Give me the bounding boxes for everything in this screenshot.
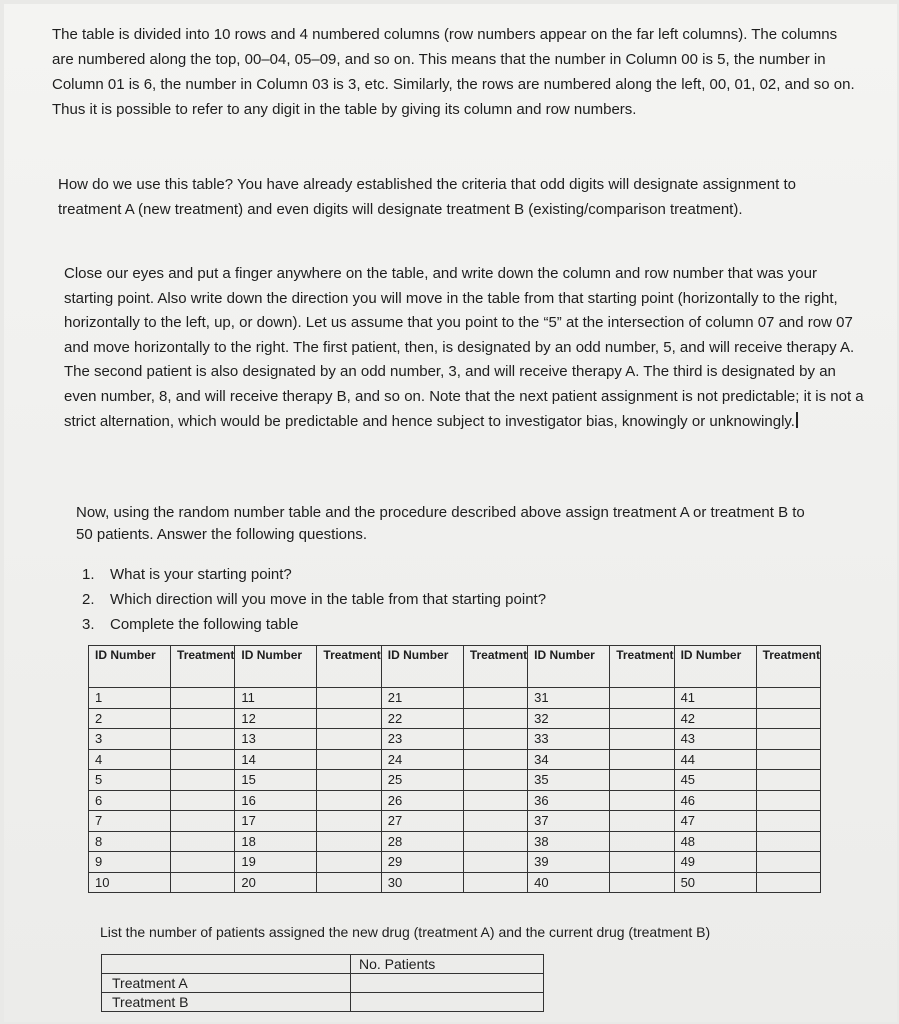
table-row bbox=[89, 852, 821, 873]
question-item bbox=[82, 612, 546, 637]
id-number-cell: 50 bbox=[674, 872, 756, 893]
document-page bbox=[4, 4, 897, 1022]
summary-table bbox=[101, 954, 544, 1012]
treatment-cell[interactable] bbox=[317, 872, 381, 893]
criteria-paragraph: How do we use this table? You have already established the criteria that odd digits will designate assignment to treatment A (new treatment) and even digits will designate treatment B (existing/comparison treatment). bbox=[58, 176, 796, 218]
table-row bbox=[102, 955, 544, 974]
id-number-cell: 28 bbox=[381, 831, 463, 852]
treatment-cell[interactable] bbox=[317, 708, 381, 729]
treatment-b-label: Treatment B bbox=[102, 993, 351, 1012]
question-number: 3. bbox=[82, 616, 95, 633]
id-number-cell: 8 bbox=[89, 831, 171, 852]
question-list bbox=[82, 562, 546, 637]
id-number-cell: 24 bbox=[381, 749, 463, 770]
id-number-cell: 30 bbox=[381, 872, 463, 893]
treatment-cell[interactable] bbox=[317, 688, 381, 709]
id-number-cell: 44 bbox=[674, 749, 756, 770]
treatment-cell[interactable] bbox=[317, 811, 381, 832]
treatment-cell[interactable] bbox=[171, 688, 235, 709]
id-number-cell: 9 bbox=[89, 852, 171, 873]
id-number-cell: 16 bbox=[235, 790, 317, 811]
treatment-cell[interactable] bbox=[610, 749, 674, 770]
instruction-paragraph: Now, using the random number table and the procedure described above assign treatment A or treatment B to 50 patients. Answer the following questions. bbox=[76, 504, 805, 543]
question-text: Complete the following table bbox=[110, 616, 299, 633]
table-row bbox=[89, 749, 821, 770]
table-header-row bbox=[89, 646, 821, 688]
treatment-cell[interactable] bbox=[756, 749, 820, 770]
id-number-header: ID Number bbox=[381, 646, 463, 688]
id-number-cell: 17 bbox=[235, 811, 317, 832]
assignment-table bbox=[88, 645, 821, 893]
treatment-header: Treatment bbox=[463, 646, 527, 688]
treatment-cell[interactable] bbox=[756, 852, 820, 873]
question-text: Which direction will you move in the table from that starting point? bbox=[110, 591, 547, 608]
treatment-cell[interactable] bbox=[463, 872, 527, 893]
id-number-header: ID Number bbox=[674, 646, 756, 688]
id-number-cell: 15 bbox=[235, 770, 317, 791]
id-number-cell: 21 bbox=[381, 688, 463, 709]
treatment-cell[interactable] bbox=[756, 688, 820, 709]
id-number-cell: 18 bbox=[235, 831, 317, 852]
treatment-cell[interactable] bbox=[463, 688, 527, 709]
treatment-cell[interactable] bbox=[171, 790, 235, 811]
table-body bbox=[89, 688, 821, 893]
id-number-cell: 27 bbox=[381, 811, 463, 832]
treatment-a-count-cell[interactable] bbox=[351, 974, 544, 993]
id-number-cell: 36 bbox=[528, 790, 610, 811]
id-number-cell: 1 bbox=[89, 688, 171, 709]
treatment-cell[interactable] bbox=[463, 852, 527, 873]
treatment-cell[interactable] bbox=[756, 729, 820, 750]
treatment-cell[interactable] bbox=[317, 770, 381, 791]
treatment-cell[interactable] bbox=[463, 749, 527, 770]
id-number-cell: 2 bbox=[89, 708, 171, 729]
treatment-header: Treatment bbox=[171, 646, 235, 688]
treatment-cell[interactable] bbox=[756, 708, 820, 729]
id-number-cell: 33 bbox=[528, 729, 610, 750]
treatment-header: Treatment bbox=[317, 646, 381, 688]
treatment-cell[interactable] bbox=[610, 790, 674, 811]
treatment-cell[interactable] bbox=[610, 688, 674, 709]
id-number-cell: 12 bbox=[235, 708, 317, 729]
id-number-cell: 31 bbox=[528, 688, 610, 709]
treatment-cell[interactable] bbox=[463, 831, 527, 852]
id-number-cell: 34 bbox=[528, 749, 610, 770]
id-number-cell: 32 bbox=[528, 708, 610, 729]
table-row bbox=[89, 688, 821, 709]
no-patients-header: No. Patients bbox=[351, 955, 544, 974]
id-number-header: ID Number bbox=[89, 646, 171, 688]
treatment-cell[interactable] bbox=[171, 708, 235, 729]
text-cursor bbox=[796, 412, 798, 428]
table-row bbox=[89, 811, 821, 832]
treatment-header: Treatment bbox=[610, 646, 674, 688]
id-number-cell: 43 bbox=[674, 729, 756, 750]
id-number-cell: 45 bbox=[674, 770, 756, 791]
id-number-cell: 19 bbox=[235, 852, 317, 873]
treatment-cell[interactable] bbox=[756, 872, 820, 893]
treatment-cell[interactable] bbox=[610, 729, 674, 750]
treatment-b-count-cell[interactable] bbox=[351, 993, 544, 1012]
treatment-cell[interactable] bbox=[171, 729, 235, 750]
procedure-paragraph bbox=[64, 262, 864, 434]
table-row bbox=[102, 993, 544, 1012]
question-item bbox=[82, 587, 546, 612]
id-number-cell: 7 bbox=[89, 811, 171, 832]
id-number-cell: 22 bbox=[381, 708, 463, 729]
treatment-cell[interactable] bbox=[171, 811, 235, 832]
table-row bbox=[89, 770, 821, 791]
question-number: 1. bbox=[82, 566, 95, 583]
id-number-cell: 10 bbox=[89, 872, 171, 893]
id-number-cell: 3 bbox=[89, 729, 171, 750]
treatment-cell[interactable] bbox=[171, 770, 235, 791]
question-number: 2. bbox=[82, 591, 95, 608]
treatment-cell[interactable] bbox=[756, 790, 820, 811]
treatment-cell[interactable] bbox=[756, 831, 820, 852]
treatment-cell[interactable] bbox=[610, 708, 674, 729]
id-number-header: ID Number bbox=[235, 646, 317, 688]
question-item bbox=[82, 562, 546, 587]
id-number-cell: 38 bbox=[528, 831, 610, 852]
treatment-cell[interactable] bbox=[756, 770, 820, 791]
id-number-cell: 26 bbox=[381, 790, 463, 811]
treatment-cell[interactable] bbox=[317, 749, 381, 770]
id-number-cell: 13 bbox=[235, 729, 317, 750]
id-number-cell: 4 bbox=[89, 749, 171, 770]
table-row bbox=[89, 729, 821, 750]
id-number-cell: 29 bbox=[381, 852, 463, 873]
id-number-cell: 40 bbox=[528, 872, 610, 893]
table-row bbox=[89, 708, 821, 729]
id-number-header: ID Number bbox=[528, 646, 610, 688]
id-number-cell: 5 bbox=[89, 770, 171, 791]
treatment-cell[interactable] bbox=[463, 790, 527, 811]
treatment-cell[interactable] bbox=[171, 852, 235, 873]
procedure-text: Close our eyes and put a finger anywhere on the table, and write down the column and row number that was your starting point. Also write down the direction you will move in the table from that starting point (horizontally to the right, horizontally to the left, up, or down). Let us assume that you point to the “5” at the intersection of column 07 and row 07 and move horizontally to the right. The first patient, then, is designated by an odd number, 5, and will receive therapy A. The second patient is also designated by an odd number, 3, and will receive therapy A. The third is designated by an even number, 8, and will receive therapy B, and so on. Note that the next patient assignment is not predictable; it is not a strict alternation, which would be predictable and hence subject to investigator bias, knowingly or unknowingly. bbox=[64, 265, 864, 430]
treatment-cell[interactable] bbox=[610, 852, 674, 873]
id-number-cell: 23 bbox=[381, 729, 463, 750]
id-number-cell: 41 bbox=[674, 688, 756, 709]
treatment-header: Treatment bbox=[756, 646, 820, 688]
id-number-cell: 42 bbox=[674, 708, 756, 729]
id-number-cell: 39 bbox=[528, 852, 610, 873]
intro-paragraph: The table is divided into 10 rows and 4 numbered columns (row numbers appear on the far left columns). The columns are numbered along the top, 00–04, 05–09, and so on. This means that the number in Column 00 is 5, the number in Column 01 is 6, the number in Column 03 is 3, etc. Similarly, the rows are numbered along the left, 00, 01, 02, and so on. Thus it is possible to refer to any digit in the table by giving its column and row numbers. bbox=[52, 26, 855, 118]
treatment-cell[interactable] bbox=[610, 811, 674, 832]
summary-instruction: List the number of patients assigned the new drug (treatment A) and the current drug (treatment B) bbox=[100, 924, 711, 940]
treatment-cell[interactable] bbox=[756, 811, 820, 832]
treatment-cell[interactable] bbox=[463, 708, 527, 729]
treatment-cell[interactable] bbox=[610, 872, 674, 893]
treatment-cell[interactable] bbox=[317, 831, 381, 852]
id-number-cell: 37 bbox=[528, 811, 610, 832]
summary-corner-cell bbox=[102, 955, 351, 974]
id-number-cell: 14 bbox=[235, 749, 317, 770]
treatment-cell[interactable] bbox=[171, 831, 235, 852]
treatment-cell[interactable] bbox=[463, 811, 527, 832]
treatment-cell[interactable] bbox=[317, 852, 381, 873]
table-row bbox=[102, 974, 544, 993]
id-number-cell: 35 bbox=[528, 770, 610, 791]
treatment-cell[interactable] bbox=[610, 831, 674, 852]
table-row bbox=[89, 872, 821, 893]
id-number-cell: 11 bbox=[235, 688, 317, 709]
treatment-cell[interactable] bbox=[610, 770, 674, 791]
id-number-cell: 48 bbox=[674, 831, 756, 852]
treatment-cell[interactable] bbox=[463, 729, 527, 750]
treatment-cell[interactable] bbox=[171, 872, 235, 893]
question-text: What is your starting point? bbox=[110, 566, 292, 583]
id-number-cell: 47 bbox=[674, 811, 756, 832]
table-row bbox=[89, 831, 821, 852]
id-number-cell: 25 bbox=[381, 770, 463, 791]
id-number-cell: 49 bbox=[674, 852, 756, 873]
treatment-cell[interactable] bbox=[317, 790, 381, 811]
id-number-cell: 20 bbox=[235, 872, 317, 893]
table-row bbox=[89, 790, 821, 811]
id-number-cell: 6 bbox=[89, 790, 171, 811]
treatment-cell[interactable] bbox=[317, 729, 381, 750]
treatment-cell[interactable] bbox=[463, 770, 527, 791]
treatment-a-label: Treatment A bbox=[102, 974, 351, 993]
id-number-cell: 46 bbox=[674, 790, 756, 811]
treatment-cell[interactable] bbox=[171, 749, 235, 770]
